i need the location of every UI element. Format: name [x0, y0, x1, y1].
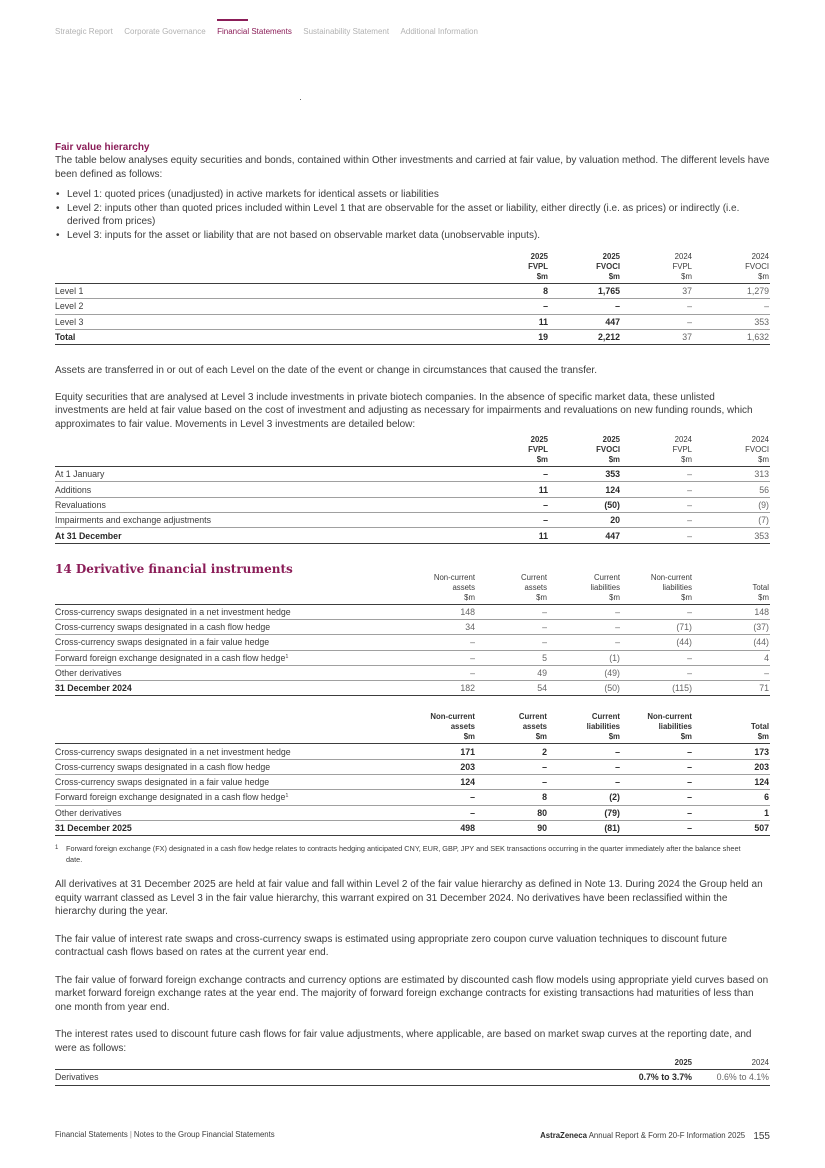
- table-row: Impairments and exchange adjustments – 20 – (7): [55, 513, 770, 528]
- page-content: [55, 142, 770, 1086]
- table-row: Level 1 8 1,765 37 1,279: [55, 284, 770, 299]
- col-header: Current assets $m: [521, 572, 547, 602]
- list-item: • Level 2: inputs other than quoted prices included within Level 1 that are observable for the asset or liability, either directly (i.e. as prices) or indirectly (i.e. derived from prices): [55, 202, 770, 229]
- col-header: Non-current liabilities $m: [650, 572, 692, 602]
- nav-sustainability-statement[interactable]: Sustainability Statement: [303, 27, 390, 36]
- table-total-row: 31 December 2025 498 90 (81) – 507: [55, 820, 770, 835]
- table-header-row: [55, 712, 770, 744]
- table-row: Level 3 11 447 – 353: [55, 314, 770, 329]
- footnote-mark: 1: [55, 845, 59, 852]
- table-header-row: [55, 573, 770, 605]
- col-header: Total $m: [752, 582, 769, 602]
- table-total-row: At 31 December 11 447 – 353: [55, 528, 770, 543]
- derivatives-paragraph-4: The interest rates used to discount future cash flows for fair value adjustments, where applicable, are based on market swap curves at the reporting date, and were as follows:: [55, 1029, 752, 1054]
- table-total-row: 31 December 2024 182 54 (50) (115) 71: [55, 681, 770, 696]
- level3-paragraph: Equity securities that are analysed at Level 3 include investments in private biotech companies. In the absence of specific market data, these unlisted investments are held at fair value based on the cost of investment and adjusting as necessary for impairments and revaluations on new funding rounds, which approximates to fair value. Movements in Level 3 investments are detailed below:: [55, 391, 753, 430]
- table-row: Cross-currency swaps designated in a cash flow hedge 203 – – – 203: [55, 759, 770, 774]
- nav-corporate-governance[interactable]: Corporate Governance: [124, 27, 206, 36]
- derivatives-heading: 14 Derivative financial instruments: [55, 561, 293, 576]
- col-header: 2025 FVPL $m: [528, 252, 548, 281]
- col-header: Current assets $m: [518, 712, 547, 742]
- stray-dot: [300, 99, 301, 100]
- footer-brand: AstraZeneca: [540, 1131, 587, 1140]
- col-header: Current liabilities $m: [590, 572, 620, 602]
- table-row: Derivatives 0.7% to 3.7% 0.6% to 4.1%: [55, 1070, 770, 1085]
- col-header: 2025 FVOCI $m: [596, 252, 620, 281]
- footer-report: [540, 1130, 770, 1141]
- col-header: 2024 FVPL $m: [672, 252, 692, 281]
- page-number: 155: [753, 1131, 770, 1142]
- fair-value-heading: Fair value hierarchy: [55, 142, 150, 153]
- table-header-row: [55, 252, 770, 284]
- level-definitions-list: [55, 188, 770, 242]
- list-item: • Level 1: quoted prices (unadjusted) in active markets for identical assets or liabilities: [55, 188, 770, 202]
- footnote-text: Forward foreign exchange (FX) designated in a cash flow hedge relates to contracts hedging anticipated CNY, EUR, GBP, JPY and SEK transactions occurring in the quarter immediately after the balance sheet date.: [66, 844, 741, 864]
- fair-value-intro: The table below analyses equity securities and bonds, contained within Other investments and carried at fair value, by valuation method. The different levels have been defined as follows:: [55, 155, 770, 180]
- table-header-row: [55, 435, 770, 467]
- nav-additional-information[interactable]: Additional Information: [400, 27, 478, 36]
- table-row: Forward foreign exchange designated in a cash flow hedge$^1$ – 5 (1) – 4: [55, 650, 770, 665]
- col-header: 2025 FVOCI $m: [596, 435, 620, 465]
- transfer-paragraph: Assets are transferred in or out of each Level on the date of the event or change in circumstances that caused the transfer.: [55, 365, 597, 377]
- col-header: 2025 FVPL $m: [528, 435, 548, 465]
- page-footer: [55, 1126, 770, 1142]
- col-header: Non-current assets $m: [433, 572, 475, 602]
- table-row: Level 2 – – – –: [55, 299, 770, 314]
- footnote-ref: 1: [285, 793, 289, 800]
- table-row: Cross-currency swaps designated in a fair value hedge 124 – – – 124: [55, 775, 770, 790]
- list-item: • Level 3: inputs for the asset or liability that are not based on observable market data (unobservable inputs).: [55, 229, 770, 243]
- col-header: 2024 FVPL $m: [672, 435, 692, 465]
- derivatives-2024-table: [55, 573, 770, 697]
- table-row: At 1 January – 353 – 313: [55, 467, 770, 482]
- discount-rates-table: [55, 1058, 770, 1085]
- table-row: Additions 11 124 – 56: [55, 482, 770, 497]
- col-header: 2025: [674, 1058, 692, 1068]
- table-row: Other derivatives – 49 (49) – –: [55, 665, 770, 680]
- col-header: 2024: [751, 1058, 769, 1068]
- col-header: Non-current assets $m: [430, 712, 475, 742]
- footer-subsection[interactable]: Notes to the Group Financial Statements: [133, 1130, 275, 1139]
- footer-section[interactable]: Financial Statements: [55, 1130, 128, 1139]
- table-row: Cross-currency swaps designated in a net investment hedge 148 – – – 148: [55, 604, 770, 619]
- level3-movements-table: [55, 435, 770, 543]
- table-row: Cross-currency swaps designated in a cash flow hedge 34 – – (71) (37): [55, 619, 770, 634]
- table-row: Cross-currency swaps designated in a fair value hedge – – – (44) (44): [55, 635, 770, 650]
- derivatives-paragraph-3: The fair value of forward foreign exchange contracts and currency options are estimated by discounted cash flow models using appropriate yield curves based on market forward foreign exchange rates at the year end. The majority of forward foreign exchange contracts for existing transactions had maturities of less than one month from year end.: [55, 974, 769, 1013]
- table-row: Forward foreign exchange designated in a cash flow hedge$^1$ – 8 (2) – 6: [55, 790, 770, 805]
- nav-strategic-report[interactable]: Strategic Report: [55, 27, 113, 36]
- col-header: Total $m: [750, 722, 769, 742]
- table-row: Other derivatives – 80 (79) – 1: [55, 805, 770, 820]
- derivatives-paragraph-1: All derivatives at 31 December 2025 are held at fair value and fall within Level 2 of the fair value hierarchy as defined in Note 13. During 2024 the Group held an equity warrant classed as Level 3 in the fair value hierarchy, this warrant expired on 31 December 2024. No derivatives have been reclassified within the hierarchy during the year.: [55, 879, 763, 918]
- nav-financial-statements[interactable]: Financial Statements: [217, 18, 292, 36]
- derivatives-paragraph-2: The fair value of interest rate swaps and cross-currency swaps is estimated using appropriate zero coupon curve valuation techniques to discount future contractual cash flows based on rates at the current year end.: [55, 933, 728, 959]
- table-total-row: Total 19 2,212 37 1,632: [55, 329, 770, 344]
- fair-value-levels-table: [55, 252, 770, 345]
- footnote-ref: 1: [285, 653, 289, 660]
- footer-breadcrumb: Financial Statements | Notes to the Group Financial Statements: [55, 1130, 275, 1139]
- footer-report-title: Annual Report & Form 20-F Information 2025: [588, 1131, 746, 1140]
- top-navigation: [55, 18, 485, 38]
- col-header: 2024 FVOCI $m: [745, 435, 769, 465]
- table-row: Cross-currency swaps designated in a net investment hedge 171 2 – – 173: [55, 744, 770, 759]
- col-header: Current liabilities $m: [586, 712, 620, 742]
- col-header: Non-current liabilities $m: [647, 712, 692, 742]
- table-row: Revaluations – (50) – (9): [55, 497, 770, 512]
- footnote: [55, 844, 770, 865]
- col-header: 2024 FVOCI $m: [745, 252, 769, 281]
- table-header-row: [55, 1058, 770, 1070]
- derivatives-2025-table: [55, 712, 770, 836]
